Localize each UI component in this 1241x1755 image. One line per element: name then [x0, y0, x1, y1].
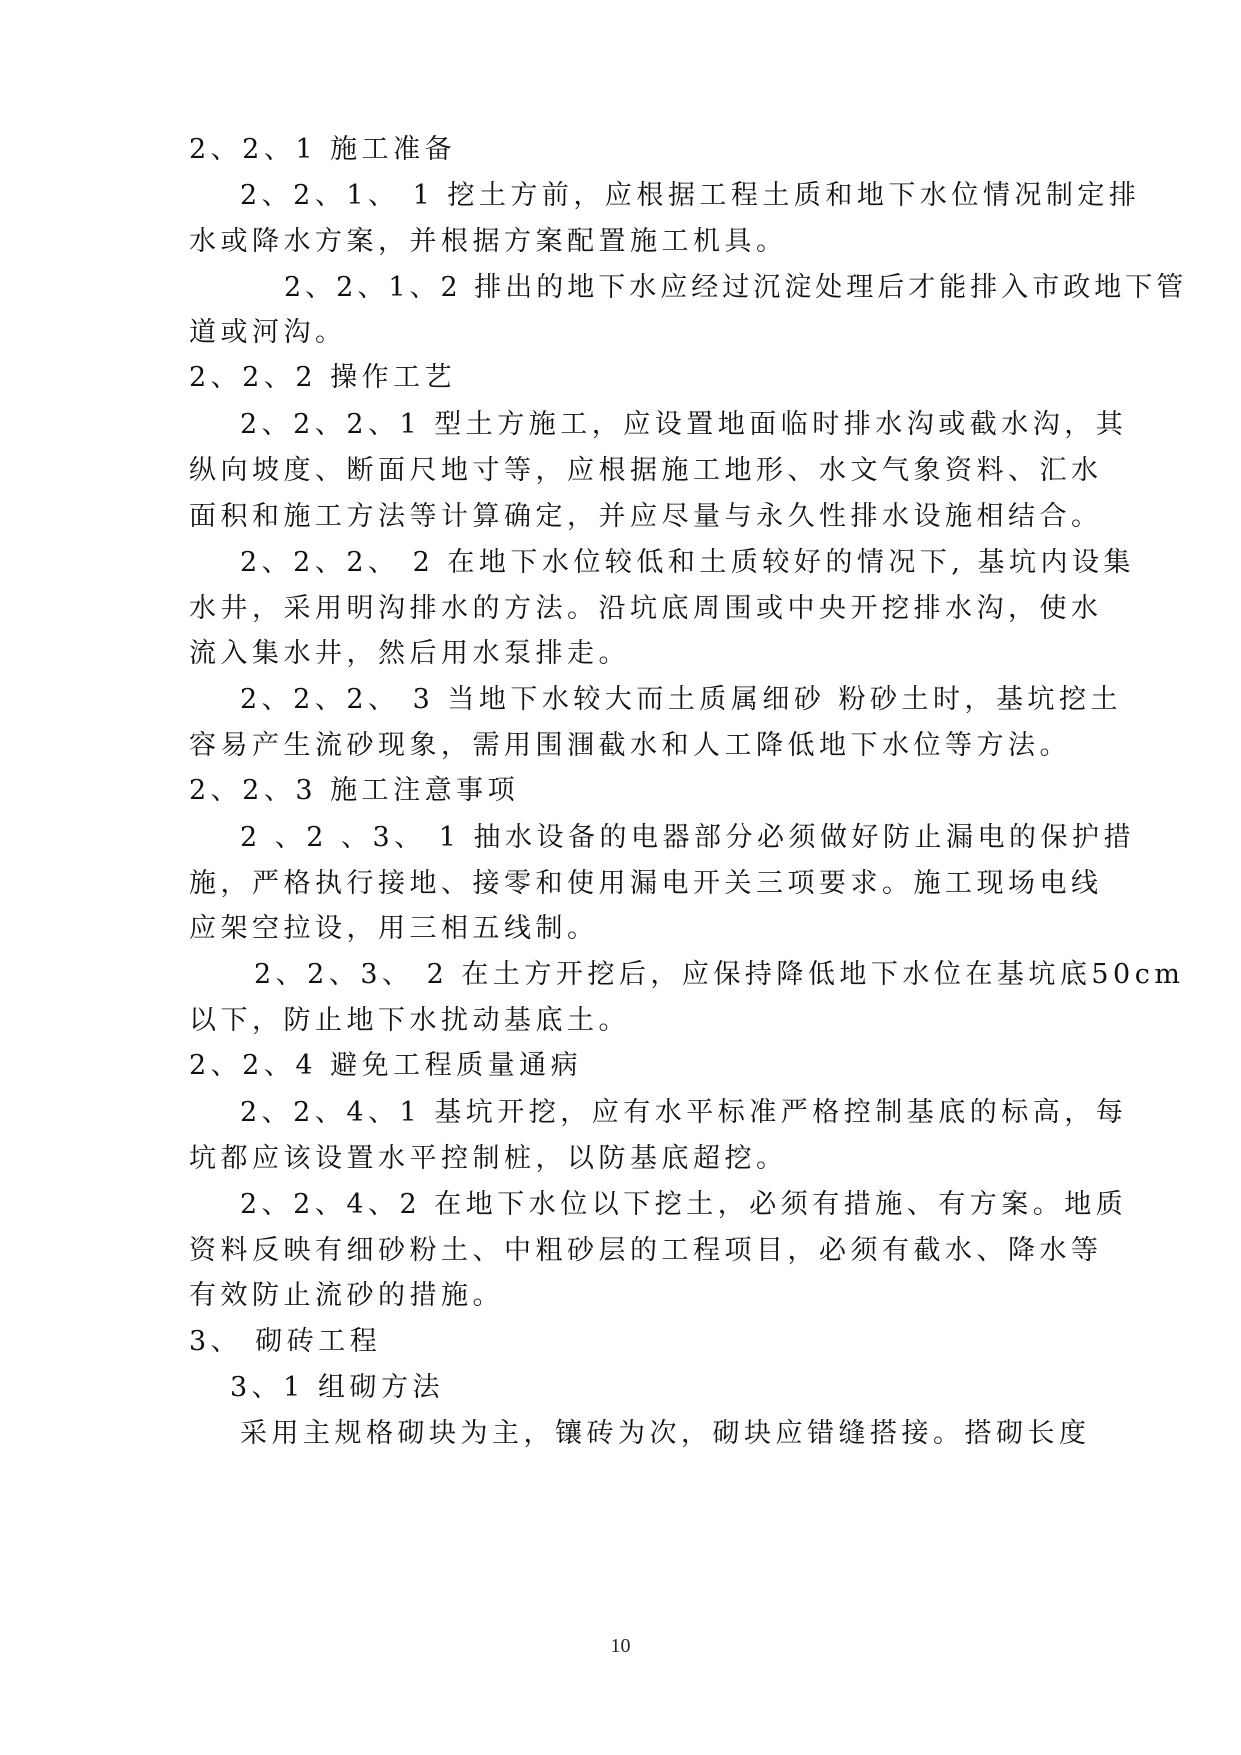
heading-2-2-1: 2、2、1 施工准备 [189, 134, 457, 165]
paragraph-line: 2、2、2、 2 在地下水位较低和土质较好的情况下, 基坑内设集 [240, 547, 1136, 578]
paragraph-line: 2、2、4、2 在地下水位以下挖土，必须有措施、有方案。地质 [240, 1189, 1128, 1220]
paragraph-line: 2、2、4、1 基坑开挖，应有水平标准严格控制基底的标高，每 [240, 1097, 1128, 1128]
paragraph-line: 2、2、2、 3 当地下水较大而土质属细砂 粉砂土时，基坑挖土 [240, 684, 1122, 715]
paragraph-line: 以下，防止地下水扰动基底土。 [189, 1005, 630, 1036]
heading-2-2-3: 2、2、3 施工注意事项 [189, 775, 520, 806]
heading-3: 3、 砌砖工程 [189, 1326, 382, 1357]
paragraph-line: 采用主规格砌块为主，镶砖为次，砌块应错缝搭接。搭砌长度 [240, 1418, 1091, 1449]
paragraph-line: 水或降水方案，并根据方案配置施工机具。 [189, 226, 788, 257]
heading-2-2-2: 2、2、2 操作工艺 [189, 362, 457, 393]
paragraph-line: 有效防止流砂的措施。 [189, 1280, 504, 1311]
paragraph-line: 2 、2 、3、 1 抽水设备的电器部分必须做好防止漏电的保护措 [240, 822, 1136, 853]
paragraph-line: 2、2、1、2 排出的地下水应经过沉淀处理后才能排入市政地下管 [284, 272, 1188, 303]
paragraph-line: 2、2、1、 1 挖土方前，应根据工程土质和地下水位情况制定排 [240, 180, 1141, 211]
paragraph-line: 道或河沟。 [189, 317, 347, 348]
paragraph-line: 容易产生流砂现象，需用围涠截水和人工降低地下水位等方法。 [189, 730, 1071, 761]
page-number: 10 [610, 1635, 631, 1657]
paragraph-line: 坑都应该设置水平控制桩，以防基底超挖。 [189, 1143, 788, 1174]
paragraph-line: 水井，采用明沟排水的方法。沿坑底周围或中央开挖排水沟，使水 [189, 593, 1103, 624]
paragraph-line: 面积和施工方法等计算确定，并应尽量与永久性排水设施相结合。 [189, 501, 1103, 532]
heading-2-2-4: 2、2、4 避免工程质量通病 [189, 1050, 583, 1081]
paragraph-line: 2、2、3、 2 在土方开挖后，应保持降低地下水位在基坑底50cm [254, 959, 1185, 990]
paragraph-line: 流入集水井，然后用水泵排走。 [189, 638, 630, 669]
paragraph-line: 资料反映有细砂粉土、中粗砂层的工程项目，必须有截水、降水等 [189, 1235, 1103, 1266]
heading-3-1: 3、1 组砌方法 [230, 1372, 444, 1403]
paragraph-line: 2、2、2、1 型土方施工，应设置地面临时排水沟或截水沟，其 [240, 409, 1128, 440]
paragraph-line: 应架空拉设，用三相五线制。 [189, 913, 599, 944]
paragraph-line: 纵向坡度、断面尺地寸等，应根据施工地形、水文气象资料、汇水 [189, 455, 1103, 486]
paragraph-line: 施，严格执行接地、接零和使用漏电开关三项要求。施工现场电线 [189, 868, 1103, 899]
